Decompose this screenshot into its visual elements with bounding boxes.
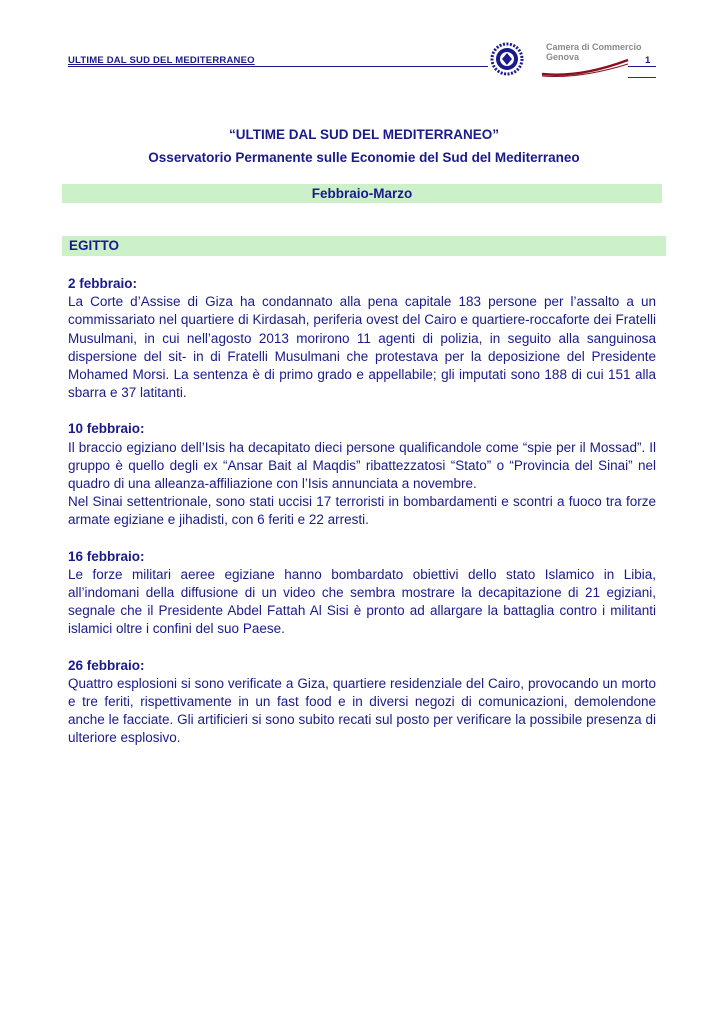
entry-paragraph: La Corte d’Assise di Giza ha condannato alla pena capitale 183 persone per l’assalto a un commissariato nel quartiere di Kirdasah, periferia ovest del Cairo e quartiere-roccaforte dei Fratelli Musulmani, in cui nell’agosto 2013 morirono 11 agenti di polizia, in seguito alla sanguinosa dispersione del sit- in di Fratelli Musulmani che protestava per la deposizione del Presidente Mohamed Morsi. La sentenza è di primo grado e appellabile; gli imputati sono 188 di cui 151 alla sbarra e 37 latitanti.	[68, 294, 656, 401]
period-label: Febbraio-Marzo	[311, 186, 413, 201]
running-header-title: ULTIME DAL SUD DEL MEDITERRANEO	[68, 55, 255, 66]
news-entries	[68, 275, 656, 766]
logo-red-rule	[628, 77, 656, 78]
logo-swoosh-icon	[540, 56, 632, 78]
entry-date: 10 febbraio:	[68, 421, 145, 437]
page-number-rule	[628, 66, 656, 67]
entry-date: 16 febbraio:	[68, 548, 145, 564]
page-number: 1	[645, 55, 651, 66]
news-entry	[68, 657, 656, 748]
logo-line-2: Genova	[546, 52, 580, 62]
entry-paragraph: Nel Sinai settentrionale, sono stati uccisi 17 terroristi in bombardamenti e scontri a fuoco tra forze armate egiziane e jihadisti, con 6 feriti e 22 arresti.	[68, 494, 656, 528]
entry-paragraph: Il braccio egiziano dell’Isis ha decapitato dieci persone qualificandole come “spie per il Mossad”. Il gruppo è quello degli ex “Ansar Bait al Maqdis” ribattezzatosi “Stato” o “Provincia del Sinai” nel quadro di una alleanza-affiliazione con l’Isis annunciata a novembre.	[68, 439, 656, 492]
header-rule	[68, 66, 488, 67]
section-band-egitto	[62, 236, 666, 256]
entry-paragraph: Quattro esplosioni si sono verificate a Giza, quartiere residenziale del Cairo, provocando un morto e tre feriti, rispettivamente in un fast food e in diversi negozi di comunicazioni, demolendone anche le facciate. Gli artificieri si sono subito recati sul posto per verificare la possibile presenza di ulteriore esplosivo.	[68, 675, 656, 746]
chamber-of-commerce-emblem-icon	[490, 42, 524, 76]
entry-paragraph: Le forze militari aeree egiziane hanno bombardato obiettivi dello stato Islamico in Libia, all’indomani della diffusione di un video che sembra mostrare la decapitazione di 21 egiziani, segnale che il Presidente Abdel Fattah Al Sisi è pronto ad allargare la battaglia contro i militanti islamici oltre i confini del suo Paese.	[68, 566, 656, 637]
document-title: “ULTIME DAL SUD DEL MEDITERRANEO”	[228, 127, 499, 142]
news-entry	[68, 548, 656, 639]
logo-line-1: Camera di Commercio	[546, 42, 642, 52]
document-subtitle: Osservatorio Permanente sulle Economie del Sud del Mediterraneo	[148, 150, 580, 165]
news-entry	[68, 420, 656, 529]
period-band	[62, 184, 662, 203]
entry-date: 2 febbraio:	[68, 276, 138, 291]
entry-date: 26 febbraio:	[68, 657, 145, 673]
section-heading: EGITTO	[69, 238, 120, 253]
news-entry	[68, 275, 656, 402]
